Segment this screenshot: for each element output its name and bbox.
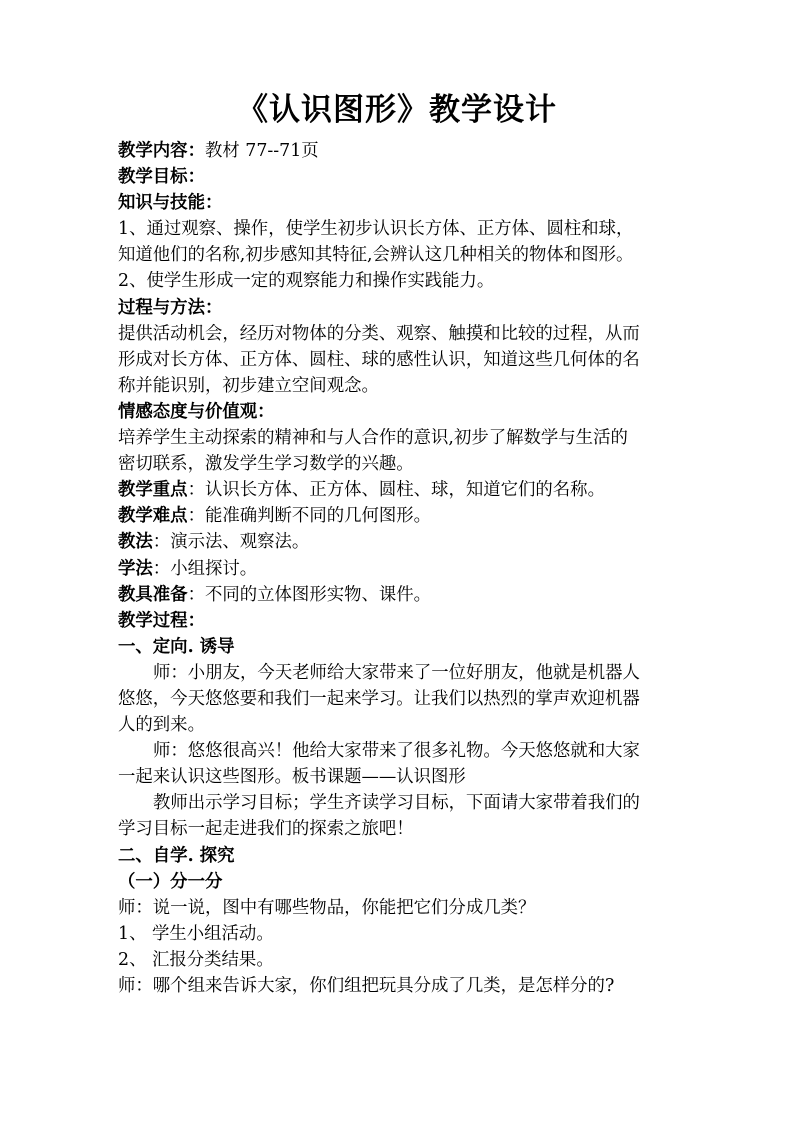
- knowledge-heading: 知识与技能：: [118, 193, 223, 214]
- section2-line: 1、 学生小组活动。: [118, 923, 274, 944]
- section1-paragraph-line: 人的到来。: [118, 715, 205, 736]
- learn-method-line: [118, 556, 678, 582]
- section1-paragraph-line: 悠悠，今天悠悠要和我们一起来学习。让我们以热烈的掌声欢迎机器: [118, 688, 640, 709]
- document-body: [118, 138, 678, 999]
- emotion-line: 密切联系，激发学生学习数学的兴趣。: [118, 454, 414, 475]
- teach-method-line: [118, 529, 678, 555]
- section2-line: 2、 汇报分类结果。: [118, 949, 274, 970]
- section2-sub-heading: （一）分一分: [118, 871, 223, 892]
- section1-paragraph-line: 学习目标一起走进我们的探索之旅吧！: [118, 819, 414, 840]
- section1-paragraph-line: 师：小朋友，今天老师给大家带来了一位好朋友，他就是机器人: [153, 662, 640, 683]
- materials-line: [118, 582, 678, 608]
- process-method-heading: 过程与方法：: [118, 297, 223, 318]
- key-point-line: [118, 477, 678, 503]
- knowledge-line: 知道他们的名称,初步感知其特征,会辨认这几种相关的物体和图形。: [118, 245, 634, 266]
- procedure-heading: 教学过程：: [118, 610, 205, 631]
- difficulty-line: [118, 503, 678, 529]
- process-method-line: 提供活动机会，经历对物体的分类、观察、触摸和比较的过程，从而: [118, 323, 640, 344]
- knowledge-line: 2、使学生形成一定的观察能力和操作实践能力。: [118, 271, 495, 292]
- emotion-line: 培养学生主动探索的精神和与人合作的意识,初步了解数学与生活的: [118, 428, 628, 449]
- document-title: 《认识图形》教学设计: [237, 92, 557, 128]
- difficulty-value: ：能准确判断不同的几何图形。: [187, 506, 432, 527]
- teaching-content-line: [118, 138, 678, 164]
- emotion-heading: 情感态度与价值观：: [118, 401, 275, 422]
- teach-method-value: ：演示法、观察法。: [152, 532, 310, 553]
- teaching-content-label: 教学内容：: [118, 141, 205, 161]
- difficulty-label: 教学难点: [118, 506, 188, 527]
- section1-heading: 一、定向. 诱导: [118, 636, 235, 657]
- key-point-label: 教学重点: [118, 480, 188, 501]
- section1-paragraph-line: 教师出示学习目标；学生齐读学习目标，下面请大家带着我们的: [153, 793, 640, 814]
- section1-paragraph-line: 师：悠悠很高兴！他给大家带来了很多礼物。今天悠悠就和大家: [153, 741, 640, 762]
- section1-paragraph-line: 一起来认识这些图形。板书课题——认识图形: [118, 767, 466, 788]
- teaching-goals-heading: 教学目标：: [118, 167, 205, 188]
- learn-method-label: 学法: [118, 558, 153, 579]
- teach-method-label: 教法: [118, 532, 153, 553]
- teaching-content-value: 教材 77--71页: [204, 141, 319, 161]
- process-method-line: 形成对长方体、正方体、圆柱、球的感性认识，知道这些几何体的名: [118, 349, 640, 370]
- section2-line: 师：哪个组来告诉大家，你们组把玩具分成了几类，是怎样分的?: [118, 976, 615, 996]
- materials-label: 教具准备: [118, 584, 188, 605]
- key-point-value: ：认识长方体、正方体、圆柱、球，知道它们的名称。: [187, 480, 605, 501]
- materials-value: ：不同的立体图形实物、课件。: [187, 584, 432, 605]
- section2-line: 师：说一说，图中有哪些物品，你能把它们分成几类？: [118, 897, 536, 918]
- process-method-line: 称并能识别，初步建立空间观念。: [118, 375, 379, 396]
- section2-heading: 二、自学. 探究: [118, 845, 235, 866]
- learn-method-value: ：小组探讨。: [152, 558, 258, 579]
- knowledge-line: 1、通过观察、操作，使学生初步认识长方体、正方体、圆柱和球，: [118, 219, 634, 240]
